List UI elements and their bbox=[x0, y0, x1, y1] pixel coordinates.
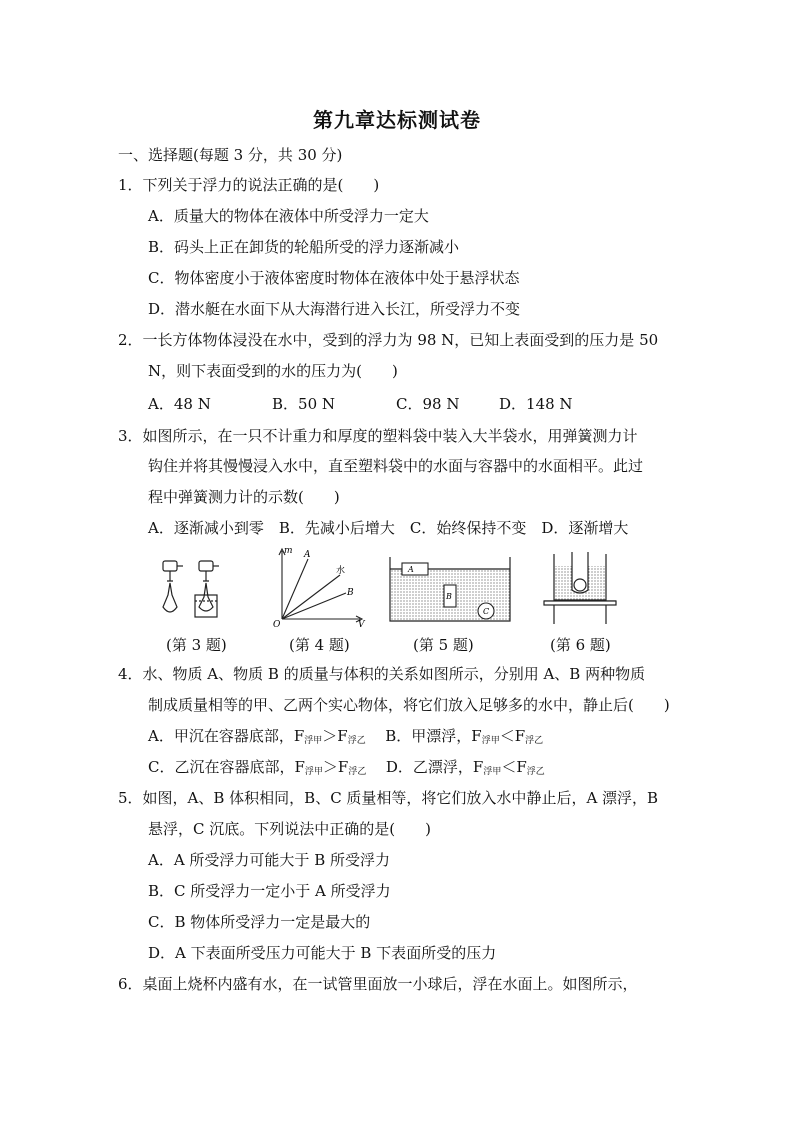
q2-option-d: D．148 N bbox=[499, 395, 573, 413]
water-bag-2 bbox=[199, 583, 213, 611]
q3-stem-line1: 3．如图所示，在一只不计重力和厚度的塑料袋中装入大半袋水，用弹簧测力计 bbox=[118, 427, 638, 445]
origin-label: O bbox=[273, 620, 281, 627]
q4-stem-line1: 4．水、物质 A、物质 B 的质量与体积的关系如图所示，分别用 A、B 两种物质 bbox=[118, 665, 646, 683]
a-label: A bbox=[304, 550, 311, 560]
spring-scale-2 bbox=[199, 561, 213, 571]
q2-option-c: C．98 N bbox=[396, 395, 460, 413]
block-a-label: A bbox=[408, 565, 414, 574]
figure-6-caption: (第 6 题) bbox=[550, 636, 611, 654]
q4-option-b: B．甲漂浮，F bbox=[385, 727, 482, 745]
q6-stem-line1: 6．桌面上烧杯内盛有水，在一试管里面放一小球后，浮在水面上。如图所示， bbox=[118, 975, 638, 993]
table-top bbox=[544, 601, 616, 605]
q4-options-cd: C．乙沉在容器底部，$F_{浮甲}>F_{浮乙}$ D．乙漂浮，$F_{浮甲}<F_{浮乙}$ bbox=[148, 758, 545, 777]
figure-6 bbox=[540, 550, 620, 626]
q5-stem-line1: 5．如图，A、B 体积相同，B、C 质量相等，将它们放入水中静止后，A 漂浮，B bbox=[118, 789, 659, 807]
section-heading: 一、选择题(每题 3 分，共 30 分) bbox=[118, 146, 343, 164]
ball-c-label: C bbox=[483, 607, 490, 616]
q4-stem-line2: 制成质量相等的甲、乙两个实心物体，将它们放入足够多的水中，静止后( ) bbox=[148, 696, 670, 714]
q5-stem-line2: 悬浮，C 沉底。下列说法中正确的是( ) bbox=[148, 820, 431, 838]
q2-stem-line2: N，则下表面受到的水的压力为( ) bbox=[148, 362, 398, 380]
spring-scale-1 bbox=[163, 561, 177, 571]
q5-option-d: D．A 下表面所受压力可能大于 B 下表面所受的压力 bbox=[148, 944, 497, 962]
line-water bbox=[282, 575, 340, 619]
q2-option-a: A．48 N bbox=[148, 395, 211, 413]
block-b-label: B bbox=[446, 592, 452, 601]
q1-option-d: D．潜水艇在水面下从大海潜行进入长江，所受浮力不变 bbox=[148, 300, 521, 318]
m-label: m bbox=[284, 546, 293, 556]
q4-option-d: D．乙漂浮，F bbox=[385, 758, 484, 776]
q1-option-c: C．物体密度小于液体密度时物体在液体中处于悬浮状态 bbox=[148, 269, 520, 287]
page-title: 第九章达标测试卷 bbox=[313, 108, 481, 132]
q5-option-b: B．C 所受浮力一定小于 A 所受浮力 bbox=[148, 882, 391, 900]
v-label: V bbox=[358, 620, 365, 627]
q4-option-a: A．甲沉在容器底部，F bbox=[148, 727, 305, 745]
figure-5 bbox=[388, 555, 512, 623]
figure-3 bbox=[155, 555, 225, 623]
hook-1 bbox=[167, 571, 173, 581]
q3-stem-line2: 钩住并将其慢慢浸入水中，直至塑料袋中的水面与容器中的水面相平。此过 bbox=[148, 457, 644, 475]
q1-option-a: A．质量大的物体在液体中所受浮力一定大 bbox=[148, 207, 429, 225]
q5-option-a: A．A 所受浮力可能大于 B 所受浮力 bbox=[148, 851, 390, 869]
figure-4-caption: (第 4 题) bbox=[289, 636, 350, 654]
figure-3-caption: (第 3 题) bbox=[166, 636, 227, 654]
figure-5-caption: (第 5 题) bbox=[413, 636, 474, 654]
q4-options-ab: A．甲沉在容器底部，$F_{浮甲}>F_{浮乙}$ B．甲漂浮，$F_{浮甲}<F_{浮乙}$ bbox=[148, 727, 544, 746]
q5-option-c: C．B 物体所受浮力一定是最大的 bbox=[148, 913, 371, 931]
q3-options: A．逐渐减小到零 B．先减小后增大 C．始终保持不变 D．逐渐增大 bbox=[148, 519, 629, 537]
hook-2 bbox=[203, 571, 209, 581]
figure-4 bbox=[270, 545, 370, 627]
q2-stem-line1: 2．一长方体物体浸没在水中，受到的浮力为 98 N，已知上表面受到的压力是 50 bbox=[118, 331, 659, 349]
q4-option-c: C．乙沉在容器底部，F bbox=[148, 758, 305, 776]
water-bag-1 bbox=[163, 583, 177, 612]
q1-stem: 1．下列关于浮力的说法正确的是( ) bbox=[118, 176, 380, 194]
q1-option-b: B．码头上正在卸货的轮船所受的浮力逐渐减小 bbox=[148, 238, 460, 256]
q2-option-b: B．50 N bbox=[272, 395, 336, 413]
water-label: 水 bbox=[336, 566, 346, 576]
q3-stem-line3: 程中弹簧测力计的示数( ) bbox=[148, 488, 340, 506]
block-a bbox=[402, 563, 428, 575]
container bbox=[195, 595, 217, 617]
b-label: B bbox=[347, 588, 354, 598]
